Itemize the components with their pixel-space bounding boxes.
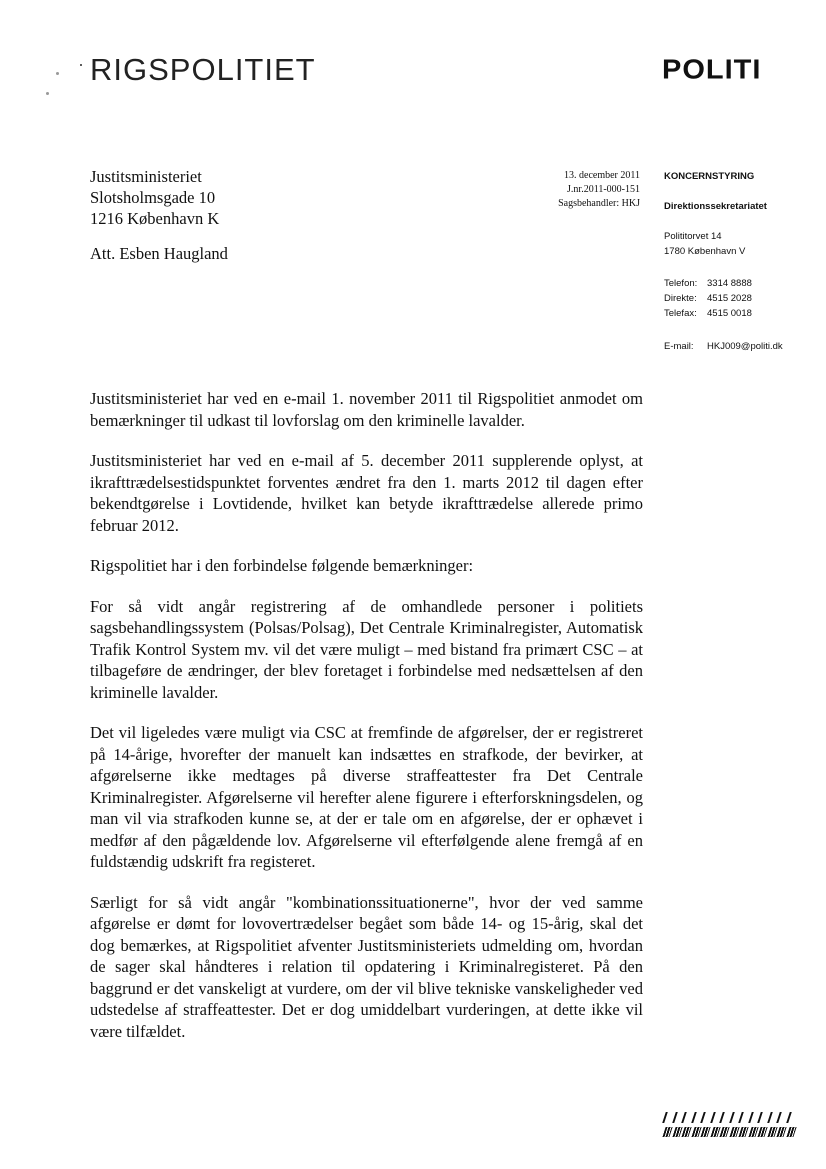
barcode-mark-segment (681, 1112, 691, 1123)
scan-speck (46, 92, 49, 95)
phone-value: 3314 8888 (707, 278, 752, 289)
letter-meta (520, 169, 640, 211)
address-line: 1780 København V (664, 246, 746, 257)
address-line: Polititorvet 14 (664, 231, 722, 242)
phone-value: 4515 2028 (707, 293, 752, 304)
barcode-mark-segment (738, 1112, 748, 1123)
body-paragraph: Særligt for så vidt angår "kombinationssituationerne", hvor der ved samme afgørelse er dømt for lovovertrædelser begået som både 14- og 15-årig, skal det dog bemærkes, at Rigspolitiet afventer Justitsministeriets udmelding om, hvordan de sager skal håndteres i relation til opdatering i Kriminalregisteret. På den baggrund er det vanskeligt at vurdere, om der vil blive tekniske vanskeligheder ved udstedelse af straffeattester. Det er dog umiddelbart vurderingen, at dette ikke vil være tilfældet. (90, 892, 643, 1041)
barcode-mark-segment (691, 1127, 701, 1137)
body-paragraph: Det vil ligeledes være muligt via CSC at fremfinde de afgørelser, der er registreret på 14-årige, hvorefter der manuelt kan indsættes en strafkode, der bevirker, at afgørelserne ikke medtages på diverse straffeattester fra Det Centrale Kriminalregister. Afgørelserne vil herefter alene figurere i efterforskningsdelen, og man vil via strafkoden kunne se, at der er tale om en afgørelse, der er ophævet i medfør af den pågældende lov. Afgørelserne vil efterfølgende alene fremgå af en fuldstændig udskrift fra registeret. (90, 723, 643, 871)
logo-mark: · (78, 54, 84, 74)
barcode-mark-segment (700, 1112, 710, 1123)
barcode-bottom-row (664, 1127, 798, 1137)
phone-row (664, 276, 752, 291)
body-paragraph: Justitsministeriet har ved en e-mail 1. november 2011 til Rigspolitiet anmodet om bemærkninger til udkast til lovforslag om den kriminelle lavalder. (90, 389, 643, 430)
barcode-mark-segment (729, 1127, 739, 1137)
email-row (664, 339, 783, 354)
recipient-line: 1216 København K (90, 209, 220, 228)
office-name: Direktionssekretariatet (664, 201, 767, 212)
recipient-line: Slotsholmsgade 10 (90, 188, 216, 207)
barcode-mark-segment (757, 1112, 767, 1123)
barcode-mark-segment (719, 1127, 729, 1137)
barcode-mark-segment (767, 1112, 777, 1123)
phone-value: 4515 0018 (707, 308, 752, 319)
barcode-mark-segment (729, 1112, 739, 1123)
barcode-mark-segment (767, 1127, 777, 1137)
phone-label: Telefax: (664, 308, 697, 319)
case-handler: Sagsbehandler: HKJ (558, 198, 640, 209)
barcode-mark-segment (757, 1127, 767, 1137)
phone-label: Telefon: (664, 278, 698, 289)
barcode-mark-segment (748, 1127, 758, 1137)
body-paragraph: Rigspolitiet har i den forbindelse følgende bemærkninger: (90, 556, 474, 575)
body-paragraph: For så vidt angår registrering af de omhandlede personer i politiets sagsbehandlingssystem (Polsas/Polsag), Det Centrale Kriminalregister, Automatisk Trafik Kontrol System mv. vil det være muligt – med bistand fra primært CSC – at tilbageføre de ændringer, der blev foretaget i forbindelse med nedsættelsen af den kriminelle lavalder. (90, 596, 643, 702)
letter-date: 13. december 2011 (564, 170, 640, 181)
phone-list (664, 276, 752, 321)
barcode-top-row (664, 1112, 798, 1123)
attention-line: Att. Esben Haugland (90, 244, 228, 263)
barcode-mark-segment (662, 1112, 672, 1123)
scan-speck (56, 72, 59, 75)
barcode-mark-segment (672, 1112, 682, 1123)
barcode-mark-segment (776, 1112, 786, 1123)
recipient-line: Justitsministeriet (90, 167, 202, 186)
barcode-mark-segment (672, 1127, 682, 1137)
phone-row (664, 306, 752, 321)
recipient-address (90, 166, 219, 229)
department-name: KONCERNSTYRING (664, 171, 755, 182)
body-paragraph: Justitsministeriet har ved en e-mail af 5. december 2011 supplerende oplyst, at ikrafttrædelsestidspunktet forventes ændret fra den 1. marts 2012 til dagen efter bekendtgørelse i Lovtidende, hvilket kan betyde ikrafttrædelse allerede primo februar 2012. (90, 451, 643, 535)
email-label: E-mail: (664, 341, 694, 352)
barcode-mark-segment (681, 1127, 691, 1137)
email-value: HKJ009@politi.dk (707, 341, 783, 352)
barcode-mark-segment (700, 1127, 710, 1137)
barcode-mark-segment (786, 1112, 796, 1123)
phone-label: Direkte: (664, 293, 697, 304)
barcode-mark (664, 1112, 798, 1137)
barcode-mark-segment (786, 1127, 796, 1137)
barcode-mark-segment (710, 1127, 720, 1137)
rigspolitiet-logo: RIGSPOLITIET (90, 52, 316, 87)
sender-address (664, 229, 745, 259)
journal-number: J.nr.2011-000-151 (567, 184, 640, 195)
politi-logo: POLITI (662, 54, 762, 86)
barcode-mark-segment (691, 1112, 701, 1123)
barcode-mark-segment (710, 1112, 720, 1123)
phone-row (664, 291, 752, 306)
barcode-mark-segment (719, 1112, 729, 1123)
barcode-mark-segment (776, 1127, 786, 1137)
barcode-mark-segment (748, 1112, 758, 1123)
barcode-mark-segment (662, 1127, 672, 1137)
letter-body (90, 388, 643, 1061)
barcode-mark-segment (738, 1127, 748, 1137)
